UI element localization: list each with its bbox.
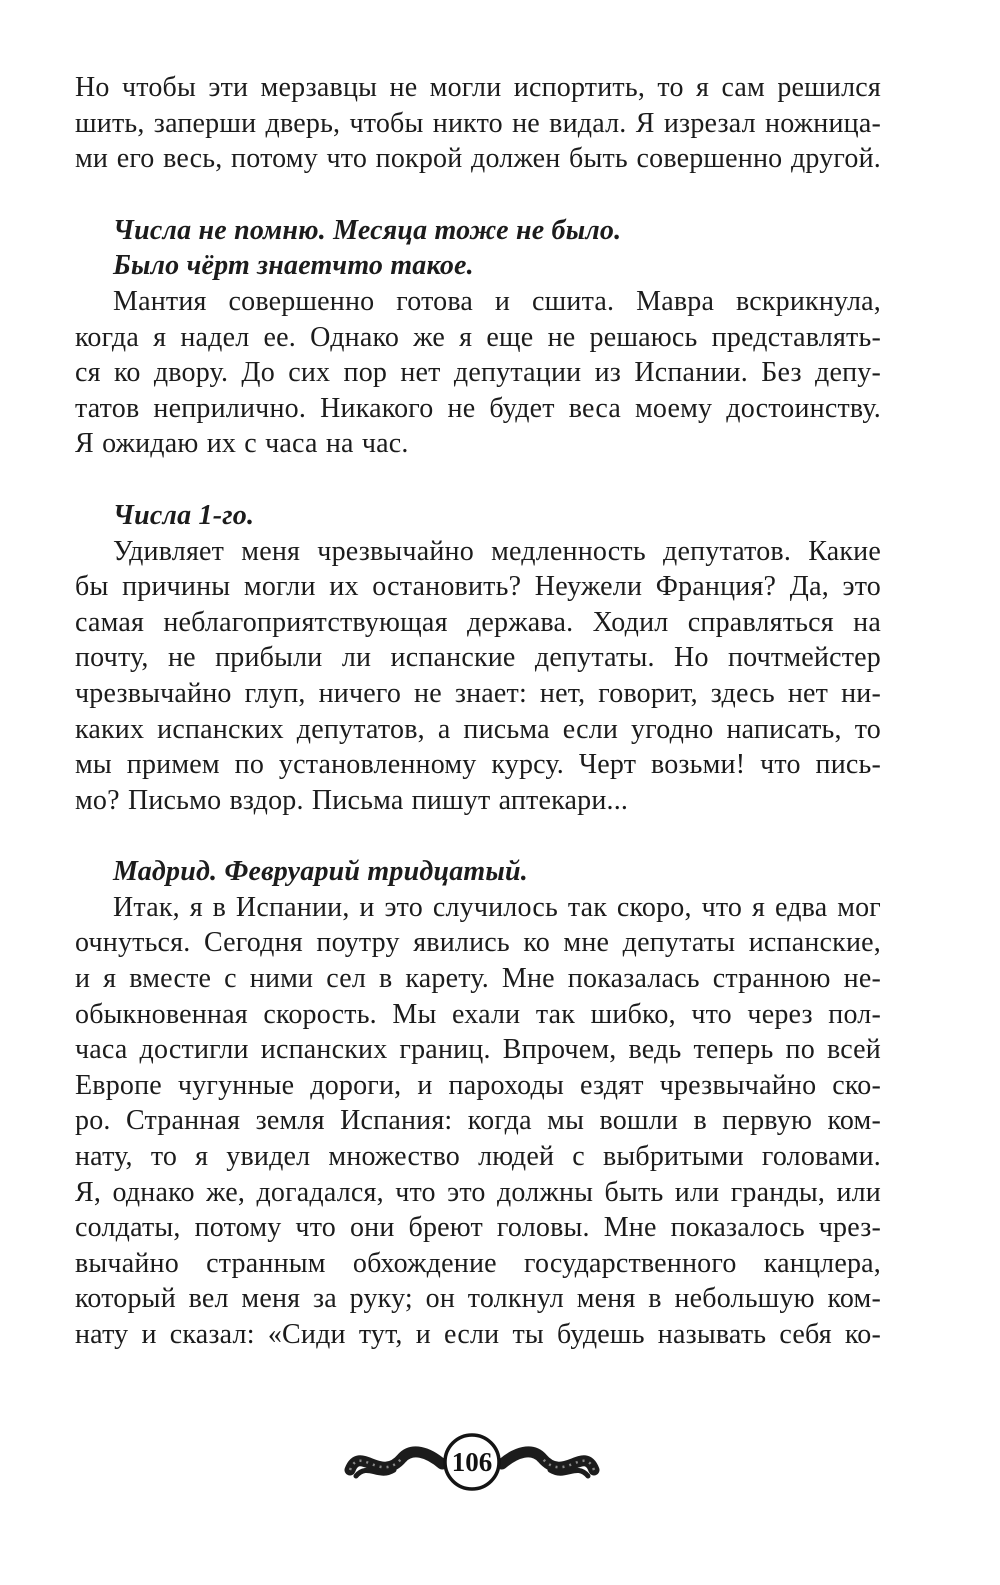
text-line: ро. Странная земля Испания: когда мы вошли в первую ком- (75, 1105, 881, 1137)
text-line: мы примем по установленному курсу. Черт возьми! что пись- (75, 749, 881, 781)
text-line: Я, однако же, догадался, что это должны быть или гранды, или (75, 1176, 881, 1208)
text-line: часа достигли испанских границ. Впрочем, ведь теперь по всей (75, 1034, 881, 1066)
text-line: бы причины могли их остановить? Неужели Франция? Да, это (75, 571, 881, 603)
page-footer (342, 1422, 602, 1502)
paragraph (75, 890, 881, 1353)
text-line: каких испанских депутатов, а письма если угодно написать, то (75, 713, 881, 745)
paragraph (75, 284, 881, 462)
text-line: и я вместе с ними сел в карету. Мне показалась странною не- (75, 963, 881, 995)
paragraph (75, 534, 881, 819)
text-line: солдаты, потому что они бреют головы. Мне показалось чрез- (75, 1212, 881, 1244)
text-line: татов неприлично. Никакого не будет веса моему достоинству. (75, 392, 881, 424)
text-line: мо? Письмо вздор. Письма пишут аптекари... (75, 784, 629, 816)
page-number: 106 (451, 1447, 493, 1477)
section-heading (75, 498, 881, 534)
text-line: очнуться. Сегодня поутру явились ко мне депутаты испанские, (75, 927, 881, 959)
text-line: чрезвычайно глуп, ничего не знает: нет, говорит, здесь нет ни- (75, 677, 881, 709)
heading-line: Мадрид. Февруарий тридцатый. (113, 856, 528, 888)
heading-line: Числа не помню. Месяца тоже не было. (113, 214, 622, 246)
text-line: самая неблагоприятствующая держава. Ходил справляться на (75, 606, 881, 638)
text-line: нату, то я увидел множество людей с выбритыми головами. (75, 1141, 881, 1173)
text-line: Итак, я в Испании, и это случилось так скоро, что я едва мог (113, 891, 881, 923)
heading-line: Было чёрт знаетчто такое. (113, 250, 474, 282)
text-line: Но чтобы эти мерзавцы не могли испортить, то я сам решился (75, 72, 881, 103)
text-line: шить, заперши дверь, чтобы никто не видал. Я изрезал ножница- (75, 107, 881, 139)
text-line: который вел меня за руку; он толкнул меня в небольшую ком- (75, 1283, 881, 1315)
text-line: ся ко двору. До сих пор нет депутации из Испании. Без депу- (75, 357, 881, 389)
text-line: обыкновенная скорость. Мы ехали так шибко, что через пол- (75, 998, 881, 1030)
text-line: Мантия совершенно готова и сшита. Мавра вскрикнула, (113, 285, 881, 317)
text-line: Удивляет меня чрезвычайно медленность депутатов. Какие (113, 535, 881, 567)
text-line: когда я надел ее. Однако же я еще не решаюсь представлять- (75, 321, 881, 353)
text-line: нату и сказал: «Сиди тут, и если ты будешь называть себя ко- (75, 1319, 881, 1350)
text-line: вычайно странным обхождение государственного канцлера, (75, 1247, 881, 1279)
text-line: почту, не прибыли ли испанские депутаты. Но почтмейстер (75, 642, 881, 674)
snake-vignette-icon (342, 1422, 602, 1502)
text-block (75, 70, 881, 1353)
text-line: Европе чугунные дороги, и пароходы ездят чрезвычайно ско- (75, 1069, 881, 1101)
text-line: ми его весь, потому что покрой должен быть совершенно другой. (75, 143, 881, 175)
heading-line: Числа 1-го. (113, 499, 255, 531)
paragraph (75, 70, 881, 177)
text-line: Я ожидаю их с часа на час. (75, 428, 409, 460)
section-heading (75, 854, 881, 890)
section-heading (75, 213, 881, 284)
